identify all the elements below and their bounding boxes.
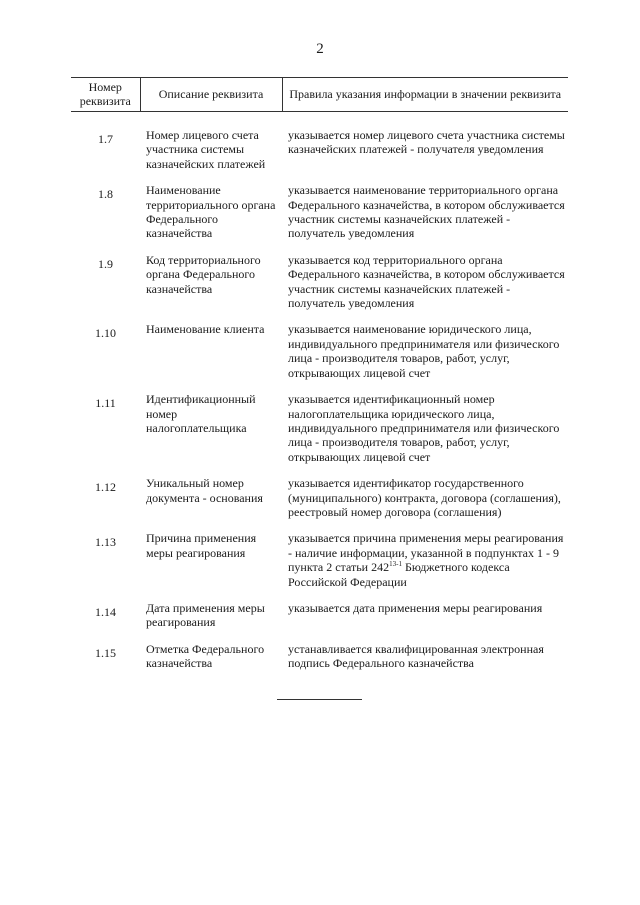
- row-rule: устанавливается квалифицированная электронная подпись Федерального казначейства: [288, 641, 544, 671]
- row-description: Наименование территориального органа Федерального казначейства: [146, 183, 276, 241]
- row-number: 1.8: [98, 187, 113, 202]
- row-rule: указывается идентификатор государственного (муниципального) контракта, договора (соглашения), реестровый номер договора (соглашения): [288, 476, 561, 519]
- row-number: 1.14: [95, 604, 116, 619]
- row-rule: указывается наименование территориального органа Федерального казначейства, в котором обслуживается участник системы казначейских платежей - получатель уведомления: [288, 183, 565, 241]
- table-row: [71, 601, 568, 642]
- table-row: [71, 253, 568, 323]
- table-row: [71, 476, 568, 531]
- row-description: Идентификационный номер налогоплательщика: [146, 392, 256, 435]
- table-header: [71, 78, 568, 112]
- row-description: Дата применения меры реагирования: [146, 600, 265, 630]
- row-description: Причина применения меры реагирования: [146, 531, 257, 560]
- row-rule: указывается идентификационный номер налогоплательщика юридического лица, индивидуального предпринимателя или физического лица - производителя товаров, работ, услуг, открывающих лицевой счет: [288, 392, 560, 464]
- row-number: 1.10: [95, 326, 116, 341]
- row-number: 1.13: [95, 535, 116, 550]
- row-description: Отметка Федерального казначейства: [146, 641, 265, 671]
- table-row: [71, 642, 568, 683]
- table-row: [71, 531, 568, 601]
- row-number: 1.9: [98, 256, 113, 271]
- header-number: Номер реквизита: [71, 78, 140, 112]
- table-row: [71, 183, 568, 253]
- requisites-table: [71, 77, 568, 683]
- row-rule: [282, 531, 568, 601]
- row-description: Наименование клиента: [146, 322, 265, 337]
- row-description: Код территориального органа Федерального казначейства: [146, 252, 261, 296]
- table-row: [71, 128, 568, 183]
- row-number: 1.11: [95, 396, 116, 411]
- row-number: 1.7: [98, 132, 113, 146]
- row-rule-tail: Бюджетного кодекса Российской Федерации: [288, 560, 510, 589]
- footnote-superscript: 13-1: [389, 560, 402, 569]
- row-rule: указывается номер лицевого счета участника системы казначейских платежей - получателя уведомления: [288, 128, 565, 157]
- end-divider: [277, 699, 362, 700]
- row-rule: указывается дата применения меры реагирования: [288, 600, 543, 615]
- row-description: Уникальный номер документа - основания: [146, 476, 263, 505]
- table-row: [71, 322, 568, 392]
- row-number: 1.15: [95, 645, 116, 660]
- page-number: 2: [316, 41, 324, 57]
- row-rule: указывается код территориального органа Федерального казначейства, в котором обслуживается участник системы казначейских платежей - получатель уведомления: [288, 252, 565, 311]
- row-description: Номер лицевого счета участника системы казначейских платежей: [146, 128, 266, 171]
- row-rule-text: указывается причина применения меры реагирования - наличие информации, указанной в подпунктах 1 - 9 пункта 2 статьи 242: [288, 531, 564, 575]
- row-number: 1.12: [95, 480, 116, 495]
- header-description: Описание реквизита: [140, 78, 282, 112]
- header-rules: Правила указания информации в значении реквизита: [282, 78, 568, 112]
- row-rule: указывается наименование юридического лица, индивидуального предпринимателя или физического лица - производителя товаров, работ, услуг, открывающих лицевой счет: [288, 322, 560, 380]
- table-row: [71, 392, 568, 476]
